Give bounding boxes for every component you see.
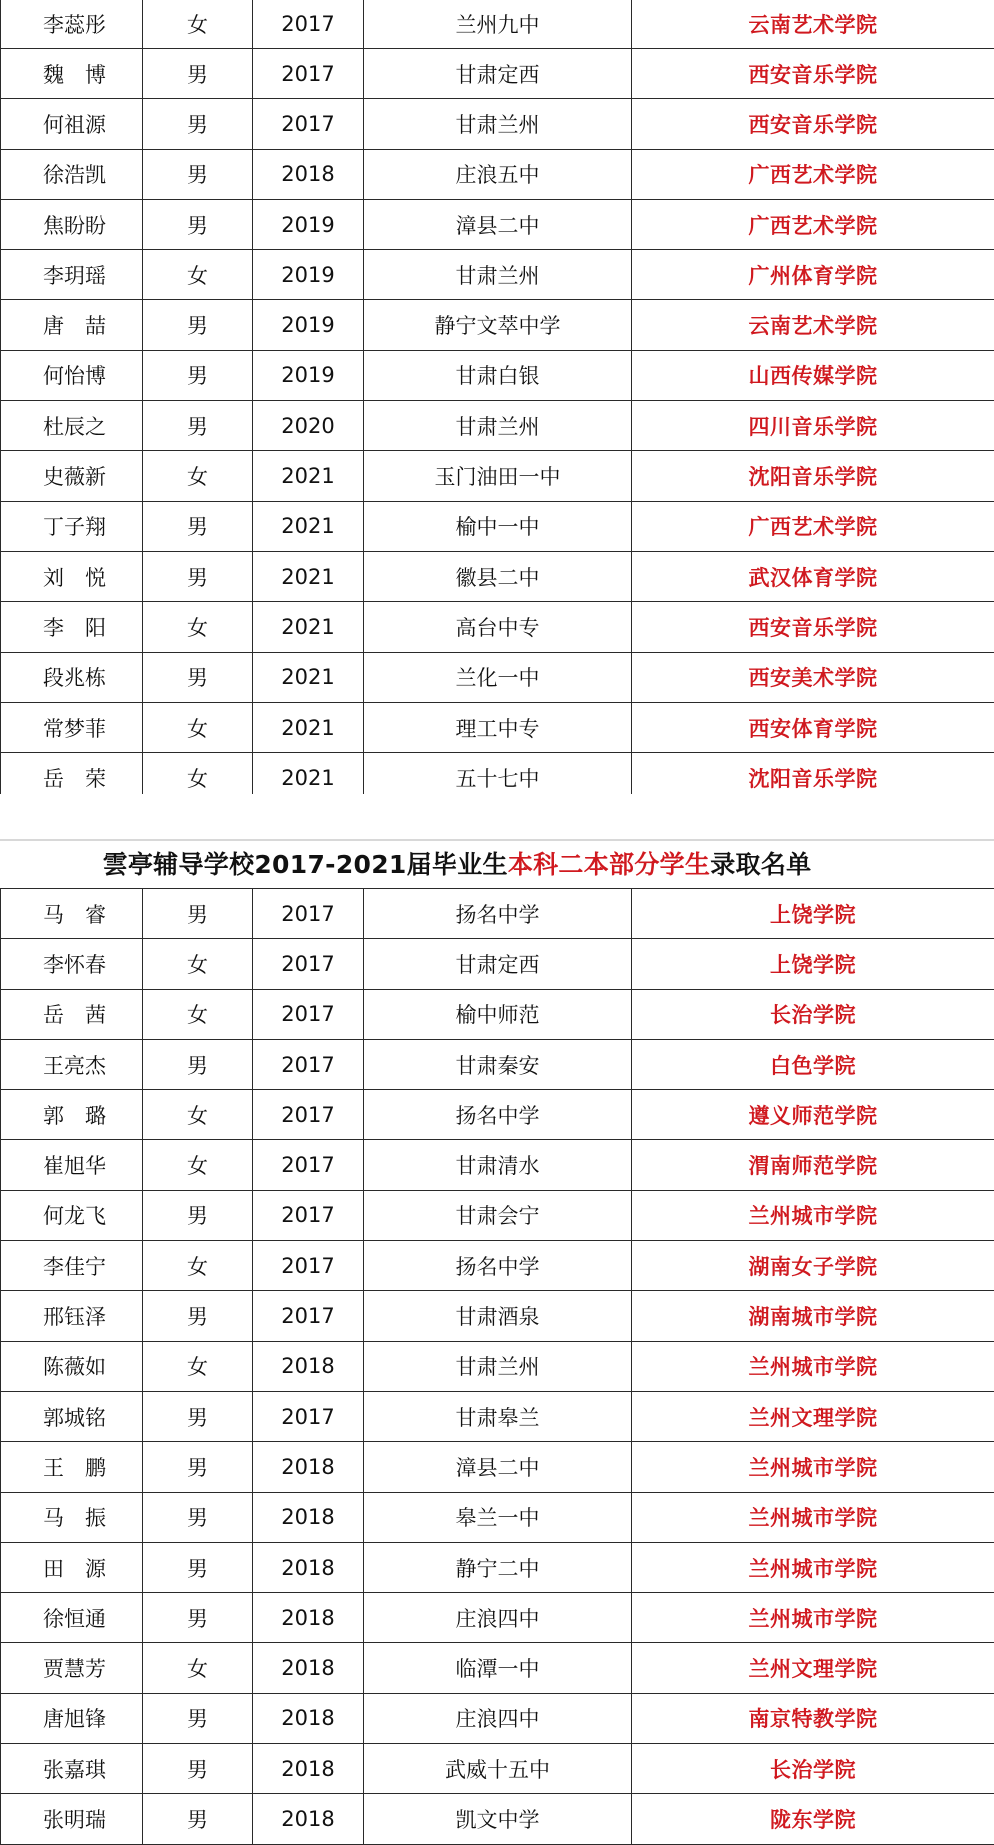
student-name: 杜辰之 — [1, 401, 143, 451]
graduation-year: 2017 — [253, 989, 364, 1039]
student-name: 丁子翔 — [1, 501, 143, 551]
origin-school: 甘肃兰州 — [364, 250, 632, 300]
graduation-year: 2017 — [253, 1140, 364, 1190]
table-row — [1, 1693, 994, 1743]
origin-school: 甘肃定西 — [364, 49, 632, 99]
table-row — [1, 0, 994, 49]
admitted-college: 四川音乐学院 — [632, 401, 994, 451]
student-gender: 女 — [143, 939, 253, 989]
student-name: 唐 喆 — [1, 300, 143, 350]
origin-school: 玉门油田一中 — [364, 451, 632, 501]
admitted-college: 西安音乐学院 — [632, 99, 994, 149]
admitted-college: 湖南城市学院 — [632, 1291, 994, 1341]
admitted-college: 长治学院 — [632, 989, 994, 1039]
admitted-college: 沈阳音乐学院 — [632, 451, 994, 501]
student-name: 段兆栋 — [1, 652, 143, 702]
admitted-college: 兰州城市学院 — [632, 1442, 994, 1492]
student-name: 岳 荣 — [1, 753, 143, 803]
student-name: 刘 悦 — [1, 551, 143, 601]
graduation-year: 2017 — [253, 1291, 364, 1341]
table-row — [1, 1542, 994, 1592]
graduation-year: 2018 — [253, 1744, 364, 1794]
origin-school: 皋兰一中 — [364, 1492, 632, 1542]
student-name: 徐浩凯 — [1, 149, 143, 199]
student-name: 李怀春 — [1, 939, 143, 989]
origin-school: 甘肃定西 — [364, 939, 632, 989]
table-row — [1, 551, 994, 601]
student-gender: 男 — [143, 1190, 253, 1240]
table-row — [1, 451, 994, 501]
table-row — [1, 1090, 994, 1140]
origin-school: 庄浪四中 — [364, 1593, 632, 1643]
student-gender: 女 — [143, 602, 253, 652]
graduation-year: 2017 — [253, 99, 364, 149]
graduation-year: 2017 — [253, 1039, 364, 1089]
admitted-college: 兰州文理学院 — [632, 1391, 994, 1441]
student-name: 史薇新 — [1, 451, 143, 501]
student-gender: 男 — [143, 199, 253, 249]
table-row — [1, 401, 994, 451]
student-name: 李佳宁 — [1, 1241, 143, 1291]
origin-school: 甘肃皋兰 — [364, 1391, 632, 1441]
graduation-year: 2018 — [253, 1593, 364, 1643]
origin-school: 甘肃兰州 — [364, 401, 632, 451]
admitted-college: 广西艺术学院 — [632, 199, 994, 249]
student-name: 邢钰泽 — [1, 1291, 143, 1341]
origin-school: 凯文中学 — [364, 1794, 632, 1844]
origin-school: 甘肃兰州 — [364, 1341, 632, 1391]
admitted-college: 云南艺术学院 — [632, 300, 994, 350]
student-gender: 女 — [143, 1090, 253, 1140]
origin-school: 漳县二中 — [364, 199, 632, 249]
student-name: 陈薇如 — [1, 1341, 143, 1391]
origin-school: 甘肃兰州 — [364, 99, 632, 149]
student-name: 魏 博 — [1, 49, 143, 99]
table-row — [1, 1190, 994, 1240]
student-name: 郭 璐 — [1, 1090, 143, 1140]
graduation-year: 2020 — [253, 401, 364, 451]
student-gender: 女 — [143, 1241, 253, 1291]
student-name: 李蕊彤 — [1, 0, 143, 49]
admitted-college: 武汉体育学院 — [632, 551, 994, 601]
graduation-year: 2018 — [253, 1542, 364, 1592]
graduation-year: 2018 — [253, 1442, 364, 1492]
graduation-year: 2017 — [253, 939, 364, 989]
admitted-college: 西安美术学院 — [632, 652, 994, 702]
admitted-college: 兰州城市学院 — [632, 1190, 994, 1240]
origin-school: 甘肃酒泉 — [364, 1291, 632, 1341]
origin-school: 兰州九中 — [364, 0, 632, 49]
admitted-college: 兰州城市学院 — [632, 1542, 994, 1592]
graduation-year: 2021 — [253, 501, 364, 551]
student-gender: 男 — [143, 1391, 253, 1441]
table-row — [1, 939, 994, 989]
admitted-college: 广西艺术学院 — [632, 149, 994, 199]
table-row — [1, 889, 994, 939]
student-name: 马 振 — [1, 1492, 143, 1542]
table-row — [1, 1794, 994, 1844]
student-name: 何龙飞 — [1, 1190, 143, 1240]
graduation-year: 2021 — [253, 753, 364, 803]
student-name: 徐恒通 — [1, 1593, 143, 1643]
graduation-year: 2021 — [253, 702, 364, 752]
admitted-college: 西安音乐学院 — [632, 602, 994, 652]
table-row — [1, 250, 994, 300]
student-gender: 男 — [143, 1492, 253, 1542]
student-gender: 女 — [143, 989, 253, 1039]
graduation-year: 2019 — [253, 350, 364, 400]
student-name: 何祖源 — [1, 99, 143, 149]
admitted-college: 广西艺术学院 — [632, 501, 994, 551]
student-gender: 男 — [143, 1794, 253, 1844]
section-gap — [0, 794, 994, 840]
admitted-college: 遵义师范学院 — [632, 1090, 994, 1140]
origin-school: 漳县二中 — [364, 1442, 632, 1492]
origin-school: 五十七中 — [364, 753, 632, 803]
origin-school: 庄浪五中 — [364, 149, 632, 199]
table-row — [1, 1442, 994, 1492]
student-gender: 男 — [143, 1744, 253, 1794]
admitted-college: 南京特教学院 — [632, 1693, 994, 1743]
table-row — [1, 199, 994, 249]
admission-table-art — [0, 0, 994, 803]
admitted-college: 白色学院 — [632, 1039, 994, 1089]
section-title-text — [103, 842, 812, 888]
origin-school: 扬名中学 — [364, 1241, 632, 1291]
table-row — [1, 300, 994, 350]
table-row — [1, 989, 994, 1039]
table-row — [1, 1140, 994, 1190]
admitted-college: 沈阳音乐学院 — [632, 753, 994, 803]
graduation-year: 2019 — [253, 199, 364, 249]
section-divider — [0, 839, 994, 841]
student-name: 崔旭华 — [1, 1140, 143, 1190]
graduation-year: 2017 — [253, 1190, 364, 1240]
graduation-year: 2021 — [253, 652, 364, 702]
student-gender: 男 — [143, 1039, 253, 1089]
origin-school: 甘肃清水 — [364, 1140, 632, 1190]
student-gender: 女 — [143, 451, 253, 501]
origin-school: 甘肃白银 — [364, 350, 632, 400]
student-name: 贾慧芳 — [1, 1643, 143, 1693]
student-name: 焦盼盼 — [1, 199, 143, 249]
student-gender: 男 — [143, 350, 253, 400]
graduation-year: 2018 — [253, 149, 364, 199]
student-gender: 女 — [143, 753, 253, 803]
student-gender: 男 — [143, 1442, 253, 1492]
graduation-year: 2018 — [253, 1492, 364, 1542]
origin-school: 临潭一中 — [364, 1643, 632, 1693]
origin-school: 高台中专 — [364, 602, 632, 652]
student-name: 岳 茜 — [1, 989, 143, 1039]
table-row — [1, 1341, 994, 1391]
student-gender: 男 — [143, 501, 253, 551]
admitted-college: 兰州文理学院 — [632, 1643, 994, 1693]
section-title-suffix: 录取名单 — [710, 850, 811, 879]
student-gender: 男 — [143, 1693, 253, 1743]
graduation-year: 2019 — [253, 300, 364, 350]
section-title-prefix: 雲亭辅导学校2017-2021届毕业生 — [103, 850, 508, 879]
admission-table-tier2-body — [1, 889, 994, 1845]
table-row — [1, 1391, 994, 1441]
student-name: 李玥瑶 — [1, 250, 143, 300]
table-row — [1, 149, 994, 199]
student-gender: 女 — [143, 0, 253, 49]
origin-school: 庄浪四中 — [364, 1693, 632, 1743]
student-gender: 女 — [143, 1643, 253, 1693]
student-gender: 男 — [143, 300, 253, 350]
student-gender: 女 — [143, 702, 253, 752]
student-gender: 男 — [143, 1291, 253, 1341]
admitted-college: 西安体育学院 — [632, 702, 994, 752]
table-row — [1, 350, 994, 400]
origin-school: 甘肃秦安 — [364, 1039, 632, 1089]
student-gender: 女 — [143, 1140, 253, 1190]
admitted-college: 云南艺术学院 — [632, 0, 994, 49]
origin-school: 榆中师范 — [364, 989, 632, 1039]
origin-school: 理工中专 — [364, 702, 632, 752]
student-name: 常梦菲 — [1, 702, 143, 752]
table-row — [1, 1744, 994, 1794]
graduation-year: 2021 — [253, 551, 364, 601]
section-title — [0, 842, 994, 888]
table-row — [1, 1291, 994, 1341]
graduation-year: 2017 — [253, 0, 364, 49]
student-name: 郭城铭 — [1, 1391, 143, 1441]
graduation-year: 2017 — [253, 49, 364, 99]
admitted-college: 长治学院 — [632, 1744, 994, 1794]
admitted-college: 山西传媒学院 — [632, 350, 994, 400]
student-gender: 男 — [143, 889, 253, 939]
graduation-year: 2021 — [253, 602, 364, 652]
table-row — [1, 702, 994, 752]
student-gender: 男 — [143, 49, 253, 99]
graduation-year: 2018 — [253, 1693, 364, 1743]
student-gender: 女 — [143, 1341, 253, 1391]
student-name: 田 源 — [1, 1542, 143, 1592]
table-row — [1, 652, 994, 702]
admitted-college: 兰州城市学院 — [632, 1492, 994, 1542]
table-row — [1, 1241, 994, 1291]
student-name: 张明瑞 — [1, 1794, 143, 1844]
student-gender: 男 — [143, 652, 253, 702]
admitted-college: 广州体育学院 — [632, 250, 994, 300]
graduation-year: 2017 — [253, 1391, 364, 1441]
admitted-college: 陇东学院 — [632, 1794, 994, 1844]
student-gender: 男 — [143, 401, 253, 451]
graduation-year: 2018 — [253, 1341, 364, 1391]
table-row — [1, 1643, 994, 1693]
student-name: 何怡博 — [1, 350, 143, 400]
student-gender: 女 — [143, 250, 253, 300]
graduation-year: 2017 — [253, 889, 364, 939]
table-row — [1, 99, 994, 149]
origin-school: 武威十五中 — [364, 1744, 632, 1794]
student-gender: 男 — [143, 1542, 253, 1592]
table-row — [1, 49, 994, 99]
student-name: 张嘉琪 — [1, 1744, 143, 1794]
admitted-college: 湖南女子学院 — [632, 1241, 994, 1291]
student-gender: 男 — [143, 1593, 253, 1643]
admitted-college: 渭南师范学院 — [632, 1140, 994, 1190]
graduation-year: 2017 — [253, 1241, 364, 1291]
table-row — [1, 1492, 994, 1542]
graduation-year: 2021 — [253, 451, 364, 501]
origin-school: 静宁二中 — [364, 1542, 632, 1592]
admitted-college: 上饶学院 — [632, 889, 994, 939]
table-row — [1, 501, 994, 551]
student-gender: 男 — [143, 551, 253, 601]
origin-school: 徽县二中 — [364, 551, 632, 601]
admission-table-tier2 — [0, 888, 994, 1845]
section-title-highlight: 本科二本部分学生 — [508, 850, 710, 879]
student-name: 李 阳 — [1, 602, 143, 652]
graduation-year: 2018 — [253, 1643, 364, 1693]
table-row — [1, 1039, 994, 1089]
admitted-college: 兰州城市学院 — [632, 1593, 994, 1643]
graduation-year: 2018 — [253, 1794, 364, 1844]
graduation-year: 2017 — [253, 1090, 364, 1140]
admitted-college: 兰州城市学院 — [632, 1341, 994, 1391]
origin-school: 榆中一中 — [364, 501, 632, 551]
graduation-year: 2019 — [253, 250, 364, 300]
student-gender: 男 — [143, 149, 253, 199]
origin-school: 扬名中学 — [364, 889, 632, 939]
student-name: 王亮杰 — [1, 1039, 143, 1089]
student-name: 王 鹏 — [1, 1442, 143, 1492]
origin-school: 兰化一中 — [364, 652, 632, 702]
admitted-college: 上饶学院 — [632, 939, 994, 989]
table-row — [1, 1593, 994, 1643]
admitted-college: 西安音乐学院 — [632, 49, 994, 99]
admission-table-art-body — [1, 0, 994, 803]
origin-school: 甘肃会宁 — [364, 1190, 632, 1240]
student-gender: 男 — [143, 99, 253, 149]
student-name: 马 睿 — [1, 889, 143, 939]
table-row — [1, 602, 994, 652]
origin-school: 扬名中学 — [364, 1090, 632, 1140]
origin-school: 静宁文萃中学 — [364, 300, 632, 350]
student-name: 唐旭锋 — [1, 1693, 143, 1743]
